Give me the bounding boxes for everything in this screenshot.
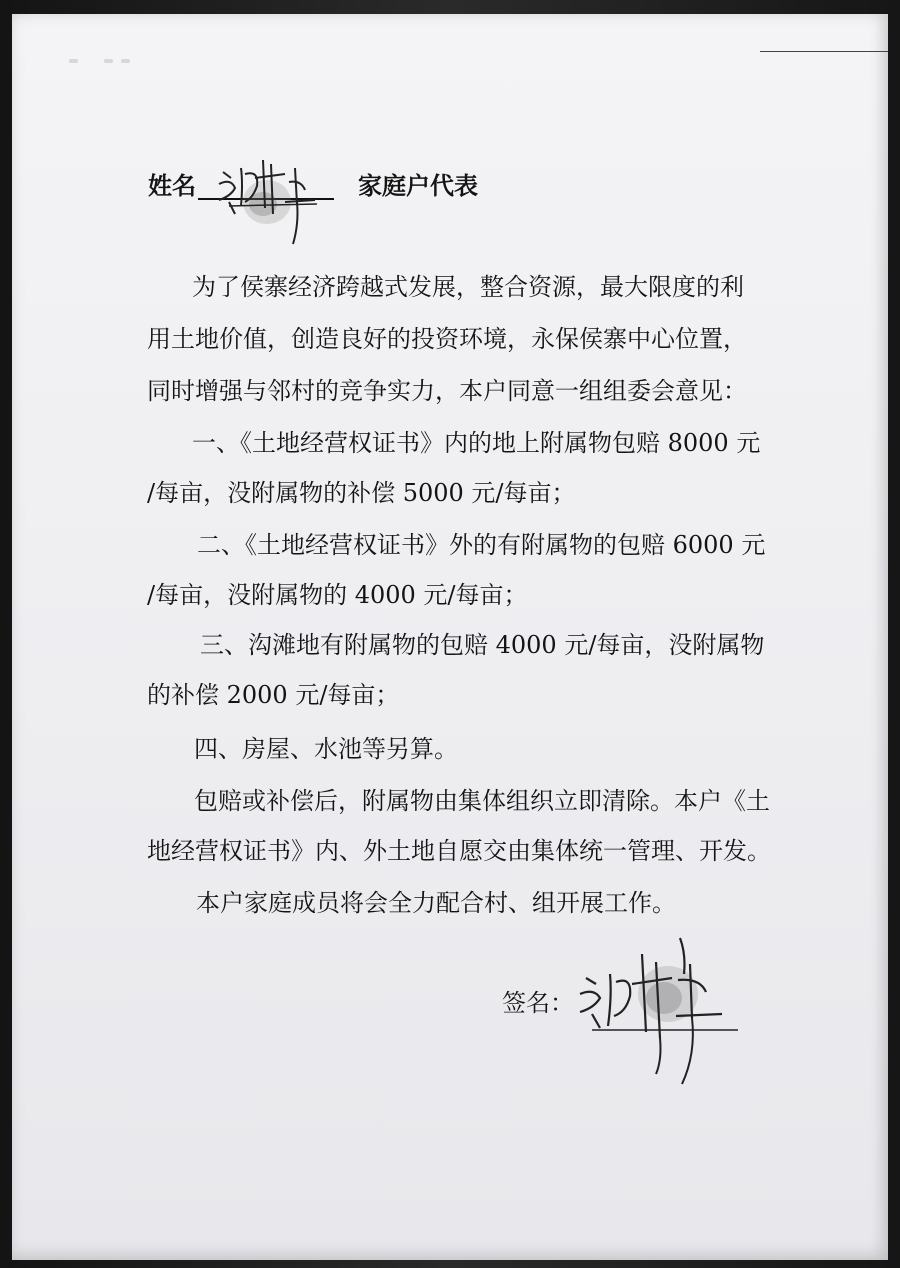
body-line: 包赔或补偿后，附属物由集体组织立即清除。本户《土 [194,787,770,815]
body-line: 三、沟滩地有附属物的包赔 4000 元/每亩，没附属物 [200,631,765,659]
body-line: /每亩，没附属物的补偿 5000 元/每亩； [147,479,576,507]
body-line: 地经营权证书》内、外土地自愿交由集体统一管理、开发。 [147,837,771,865]
body-line: /每亩，没附属物的 4000 元/每亩； [147,581,528,609]
body-line: 为了侯寨经济跨越式发展，整合资源，最大限度的利 [192,273,744,301]
body-line: 用土地价值，创造良好的投资环境，永保侯寨中心位置， [147,325,747,353]
signature-label: 签名： [502,989,574,1017]
body-line: 二、《土地经营权证书》外的有附属物的包赔 6000 元 [197,531,766,559]
name-label: 姓名 [148,171,196,200]
household-representative-label: 家庭户代表 [358,171,478,200]
staple-mark [69,59,78,63]
body-line: 四、房屋、水池等另算。 [194,735,458,763]
paper-sheet [12,14,888,1260]
body-line: 本户家庭成员将会全力配合村、组开展工作。 [196,889,676,917]
top-rule [760,51,888,52]
header-handwritten-signature [205,144,345,254]
body-line: 同时增强与邻村的竞争实力，本户同意一组组委会意见： [147,377,747,405]
handwritten-signature [572,934,742,1094]
staple-mark [121,59,130,63]
staple-mark [104,59,113,63]
body-line: 一、《土地经营权证书》内的地上附属物包赔 8000 元 [192,429,761,457]
body-line: 的补偿 2000 元/每亩； [147,681,400,709]
